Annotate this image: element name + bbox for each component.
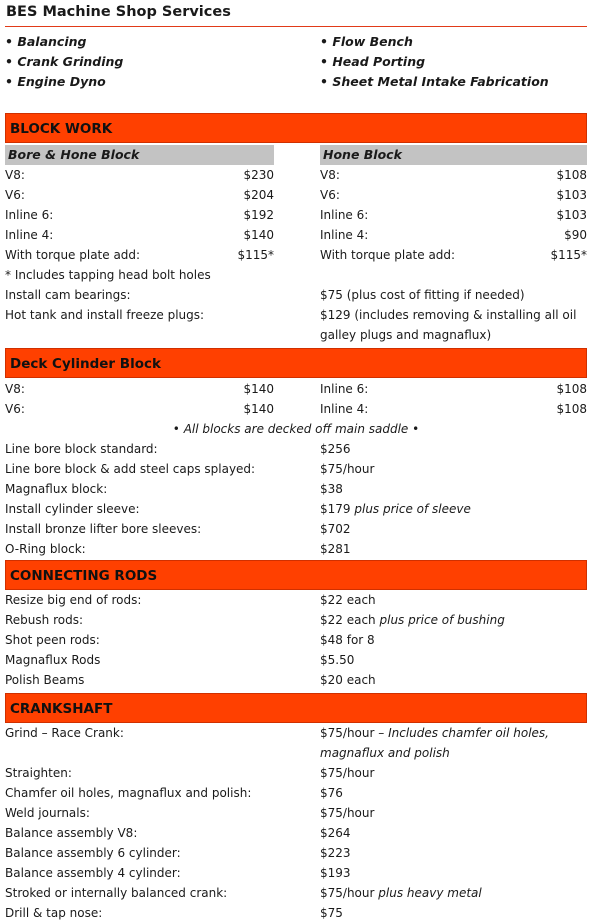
price-value: $48 for 8 xyxy=(320,633,375,647)
footnote xyxy=(5,265,587,285)
price-row xyxy=(5,539,587,559)
deck-note xyxy=(5,419,587,439)
price-row xyxy=(5,803,587,823)
price-value: $115* xyxy=(550,248,587,262)
price-label: Inline 6: xyxy=(320,208,369,222)
price-label: Balance assembly 6 cylinder: xyxy=(5,846,181,860)
rods-items xyxy=(5,590,587,690)
page-title: BES Machine Shop Services xyxy=(5,0,587,27)
price-value: $223 xyxy=(320,846,351,860)
section-header-deck: Deck Cylinder Block xyxy=(5,348,587,378)
price-row-continued xyxy=(5,743,587,763)
service-item: • Balancing xyxy=(5,34,87,49)
price-label: Inline 4: xyxy=(5,228,54,242)
price-row xyxy=(5,610,587,630)
price-value: $22 each xyxy=(320,613,376,627)
price-value: $204 xyxy=(243,188,274,202)
price-row xyxy=(5,670,587,690)
price-label: V8: xyxy=(320,168,340,182)
price-label: Inline 4: xyxy=(320,402,369,416)
service-item: • Flow Bench xyxy=(320,34,413,49)
price-label: Polish Beams xyxy=(5,673,85,687)
price-row xyxy=(5,165,587,185)
price-value: $103 xyxy=(556,188,587,202)
price-value: $179 xyxy=(320,502,351,516)
section-header-crankshaft: CRANKSHAFT xyxy=(5,693,587,723)
deck-note-text: • All blocks are decked off main saddle • xyxy=(172,422,420,436)
price-row xyxy=(5,590,587,610)
price-label: Magnaflux Rods xyxy=(5,653,101,667)
price-row xyxy=(5,245,587,265)
price-label: Inline 6: xyxy=(320,382,369,396)
section-header-rods: CONNECTING RODS xyxy=(5,560,587,590)
price-value: $75/hour xyxy=(320,806,375,820)
price-note: plus price of bushing xyxy=(379,613,505,627)
price-value: $264 xyxy=(320,826,351,840)
price-value: $140 xyxy=(243,382,274,396)
service-item: • Sheet Metal Intake Fabrication xyxy=(320,74,549,89)
block-price-pairs xyxy=(5,165,587,265)
price-row xyxy=(5,285,587,305)
price-row xyxy=(5,225,587,245)
service-item: • Head Porting xyxy=(320,54,426,69)
price-row xyxy=(5,823,587,843)
service-item: • Crank Grinding xyxy=(5,54,124,69)
price-row xyxy=(5,903,587,923)
price-value: $193 xyxy=(320,866,351,880)
price-note: Includes chamfer oil holes, xyxy=(388,726,549,740)
price-label: Chamfer oil holes, magnaflux and polish: xyxy=(5,786,252,800)
price-label: Install cylinder sleeve: xyxy=(5,502,140,516)
price-value: $281 xyxy=(320,542,351,556)
price-row xyxy=(5,399,587,419)
services-col-left xyxy=(5,32,320,92)
price-label: Balance assembly V8: xyxy=(5,826,138,840)
price-row xyxy=(5,185,587,205)
price-value: $75/hour xyxy=(320,886,375,900)
footnote-text: * Includes tapping head bolt holes xyxy=(5,268,211,282)
price-value: $5.50 xyxy=(320,653,355,667)
price-label: Install bronze lifter bore sleeves: xyxy=(5,522,202,536)
section-header-block-work: BLOCK WORK xyxy=(5,113,587,143)
price-label: With torque plate add: xyxy=(320,248,456,262)
price-value: $90 xyxy=(564,228,587,242)
subheader-bore-hone: Bore & Hone Block xyxy=(5,145,274,165)
price-label: V6: xyxy=(5,402,25,416)
price-label: V6: xyxy=(320,188,340,202)
price-value: $108 xyxy=(556,382,587,396)
price-value: $702 xyxy=(320,522,351,536)
price-row xyxy=(5,205,587,225)
subheader-row xyxy=(5,145,587,165)
price-value: $22 each xyxy=(320,593,376,607)
crank-items xyxy=(5,763,587,923)
services-col-right xyxy=(320,32,549,92)
deck-items xyxy=(5,439,587,559)
price-value: $75 xyxy=(320,906,343,920)
price-value-continued: galley plugs and magnaflux) xyxy=(320,328,492,342)
price-label: Shot peen rods: xyxy=(5,633,100,647)
price-note: plus heavy metal xyxy=(378,886,482,900)
price-label: V8: xyxy=(5,382,25,396)
price-note: plus price of sleeve xyxy=(354,502,471,516)
price-value: $75/hour xyxy=(320,766,375,780)
price-label: Line bore block standard: xyxy=(5,442,158,456)
price-value: $256 xyxy=(320,442,351,456)
price-value: $230 xyxy=(243,168,274,182)
price-value: $103 xyxy=(556,208,587,222)
price-row xyxy=(5,439,587,459)
price-row xyxy=(5,459,587,479)
price-row xyxy=(5,379,587,399)
price-value: $129 (includes removing & installing all oil xyxy=(320,308,577,322)
price-row xyxy=(5,763,587,783)
price-list xyxy=(5,0,587,923)
price-label: Grind – Race Crank: xyxy=(5,726,124,740)
price-label: Install cam bearings: xyxy=(5,288,131,302)
price-row xyxy=(5,499,587,519)
price-label: V6: xyxy=(5,188,25,202)
price-value: $75/hour – xyxy=(320,726,385,740)
price-label: Hot tank and install freeze plugs: xyxy=(5,308,205,322)
price-row xyxy=(5,650,587,670)
price-value: $75/hour xyxy=(320,462,375,476)
price-row xyxy=(5,630,587,650)
price-label: V8: xyxy=(5,168,25,182)
subheader-hone: Hone Block xyxy=(320,145,587,165)
price-value: $140 xyxy=(243,228,274,242)
price-value: $115* xyxy=(237,248,274,262)
price-label: Balance assembly 4 cylinder: xyxy=(5,866,181,880)
price-label: Resize big end of rods: xyxy=(5,593,142,607)
price-value: $140 xyxy=(243,402,274,416)
price-note-continued: magnaflux and polish xyxy=(320,746,450,760)
price-label: O-Ring block: xyxy=(5,542,86,556)
price-row xyxy=(5,843,587,863)
price-label: Straighten: xyxy=(5,766,72,780)
price-label: Line bore block & add steel caps splayed: xyxy=(5,462,256,476)
price-label: Weld journals: xyxy=(5,806,90,820)
price-row xyxy=(5,723,587,743)
price-value: $76 xyxy=(320,786,343,800)
price-value: $38 xyxy=(320,482,343,496)
price-row-continued xyxy=(5,325,587,345)
price-label: Drill & tap nose: xyxy=(5,906,103,920)
price-row xyxy=(5,305,587,325)
price-row xyxy=(5,783,587,803)
price-label: Inline 4: xyxy=(320,228,369,242)
price-value: $192 xyxy=(243,208,274,222)
price-label: Magnaflux block: xyxy=(5,482,108,496)
price-row xyxy=(5,863,587,883)
price-value: $108 xyxy=(556,168,587,182)
service-item: • Engine Dyno xyxy=(5,74,106,89)
price-row xyxy=(5,519,587,539)
services-list xyxy=(5,32,587,92)
price-value: $75 (plus cost of fitting if needed) xyxy=(320,288,525,302)
price-row xyxy=(5,479,587,499)
price-value: $20 each xyxy=(320,673,376,687)
price-label: Stroked or internally balanced crank: xyxy=(5,886,228,900)
price-value: $108 xyxy=(556,402,587,416)
price-label: Inline 6: xyxy=(5,208,54,222)
price-row xyxy=(5,883,587,903)
price-label: Rebush rods: xyxy=(5,613,83,627)
price-label: With torque plate add: xyxy=(5,248,141,262)
